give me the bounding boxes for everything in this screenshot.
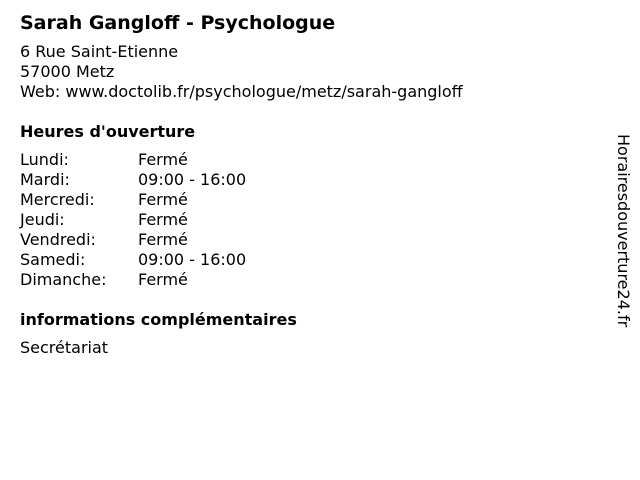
website-label: Web: bbox=[20, 82, 66, 101]
additional-info-heading: informations complémentaires bbox=[20, 310, 297, 329]
hours-value: 09:00 - 16:00 bbox=[138, 170, 247, 189]
hours-value: Fermé bbox=[138, 150, 188, 169]
additional-info-text: Secrétariat bbox=[20, 338, 109, 357]
website-line bbox=[20, 82, 600, 102]
hours-value: Fermé bbox=[138, 230, 188, 249]
hours-value: Fermé bbox=[138, 210, 188, 229]
hours-day-label: Mercredi: bbox=[20, 190, 95, 209]
hours-value: 09:00 - 16:00 bbox=[138, 250, 247, 269]
hours-day-label: Lundi: bbox=[20, 150, 69, 169]
address-city: 57000 Metz bbox=[20, 62, 115, 81]
address-street: 6 Rue Saint-Etienne bbox=[20, 42, 179, 61]
hours-day-label: Jeudi: bbox=[20, 210, 65, 229]
hours-row-thursday bbox=[20, 210, 600, 230]
hours-row-saturday bbox=[20, 250, 600, 270]
hours-day-label: Dimanche: bbox=[20, 270, 107, 289]
opening-hours-table bbox=[20, 150, 600, 290]
hours-day-label: Samedi: bbox=[20, 250, 86, 269]
hours-value: Fermé bbox=[138, 190, 188, 209]
hours-row-tuesday bbox=[20, 170, 600, 190]
hours-day-label: Mardi: bbox=[20, 170, 70, 189]
hours-row-wednesday bbox=[20, 190, 600, 210]
hours-day-label: Vendredi: bbox=[20, 230, 96, 249]
website-link[interactable]: www.doctolib.fr/psychologue/metz/sarah-gangloff bbox=[65, 82, 463, 101]
site-watermark: Horairesdouverture24.fr bbox=[614, 134, 633, 328]
hours-value: Fermé bbox=[138, 270, 188, 289]
hours-row-sunday bbox=[20, 270, 600, 290]
opening-hours-heading: Heures d'ouverture bbox=[20, 122, 196, 141]
hours-row-monday bbox=[20, 150, 600, 170]
hours-row-friday bbox=[20, 230, 600, 250]
page-title: Sarah Gangloff - Psychologue bbox=[20, 12, 336, 34]
business-card bbox=[20, 10, 600, 358]
